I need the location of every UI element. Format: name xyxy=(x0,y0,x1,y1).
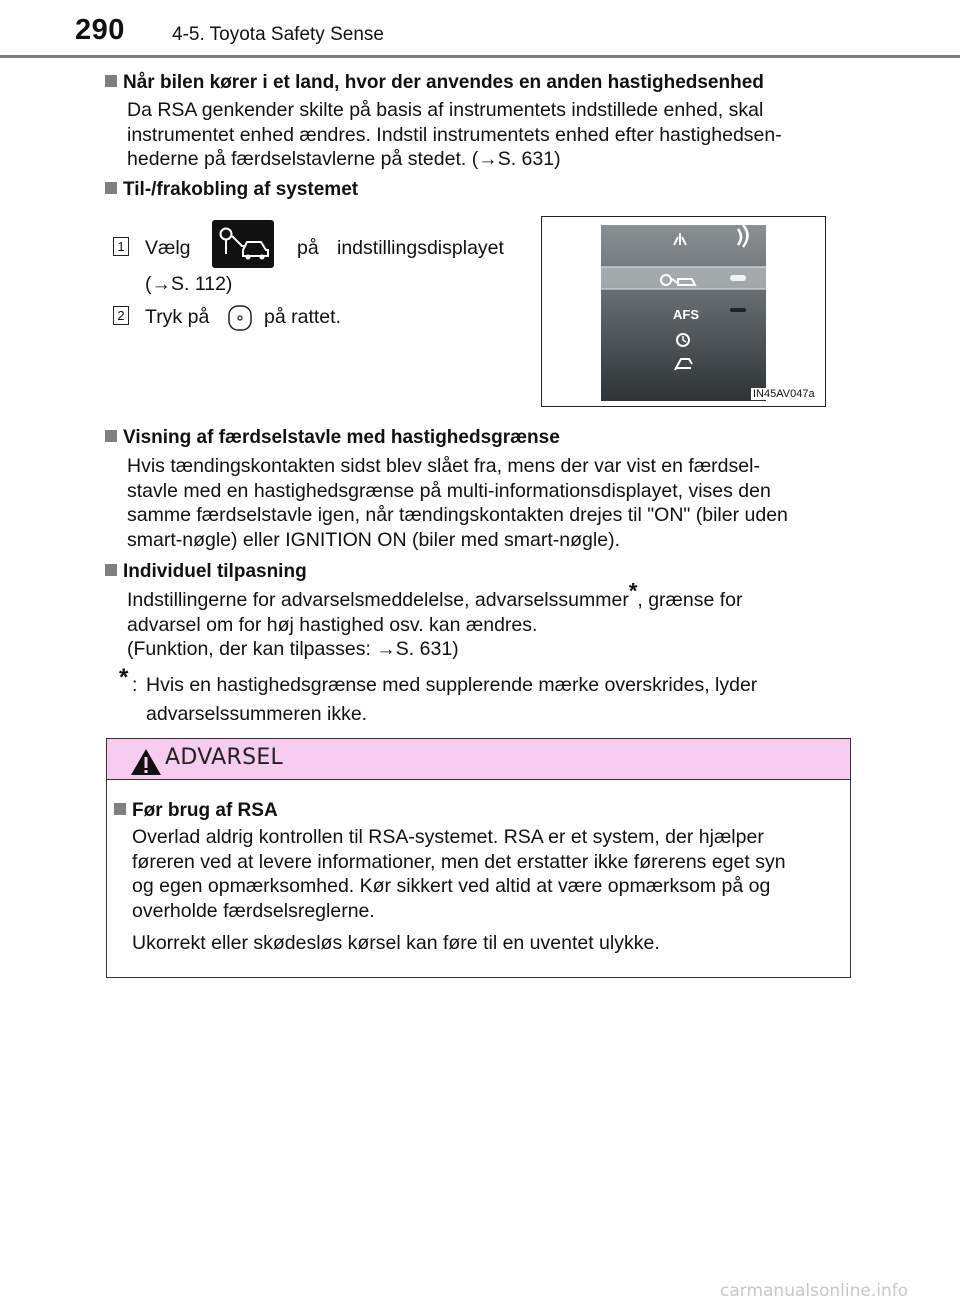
step-number-2: 2 xyxy=(113,306,129,325)
heading-speed-unit xyxy=(105,71,764,95)
text-line: advarselssummeren ikke. xyxy=(146,702,368,725)
text-line: og egen opmærksomhed. Kør sikkert ved altid at være opmærksom på og xyxy=(132,875,771,897)
text-part: Indstillingerne for advarselsmeddelelse, advarselssummer xyxy=(127,589,629,611)
text-line: føreren ved at levere informationer, men det erstatter ikke førerens eget syn xyxy=(132,850,786,873)
text-line: hederne på færdselstavlerne på stedet. (→S. 631) xyxy=(127,148,561,170)
paragraph-speed-unit xyxy=(127,98,843,172)
step-number-1: 1 xyxy=(113,237,129,256)
warning-heading xyxy=(114,799,278,823)
rsa-settings-icon xyxy=(212,220,274,268)
text-line: smart-nøgle) eller IGNITION ON (biler med smart-nøgle). xyxy=(127,528,620,551)
step-2-text-before: Tryk på xyxy=(145,306,210,328)
footnote-colon: : xyxy=(132,674,138,696)
warning-header xyxy=(107,739,850,780)
footnote-star: * xyxy=(119,664,129,691)
bullet-square-icon xyxy=(105,430,117,442)
warning-paragraph xyxy=(132,825,840,923)
steering-switch-icon xyxy=(227,305,255,331)
heading-text: Til-/frakobling af systemet xyxy=(123,179,359,200)
heading-text: Visning af færdselstavle med hastighedsgrænse xyxy=(123,427,560,448)
figure-code: IN45AV047a xyxy=(753,388,815,400)
step-1-word-end: indstillingsdisplayet xyxy=(337,237,504,259)
heading-text: Individuel tilpasning xyxy=(123,561,307,582)
heading-speed-sign-display xyxy=(105,426,560,450)
section-title: 4-5. Toyota Safety Sense xyxy=(172,24,384,45)
svg-text:AFS: AFS xyxy=(673,307,699,322)
step-1-reference: (→S. 112) xyxy=(145,273,233,295)
text-line: Overlad aldrig kontrollen til RSA-systemet. RSA er et system, der hjælper xyxy=(132,826,764,848)
paragraph-customization xyxy=(127,578,843,662)
text-line: Hvis en hastighedsgrænse med supplerende mærke overskrides, lyder xyxy=(146,674,758,696)
bullet-square-icon xyxy=(105,75,117,87)
warning-triangle-icon xyxy=(130,748,162,776)
asterisk: * xyxy=(628,578,638,604)
footnote-text xyxy=(146,673,843,726)
heading-customization xyxy=(105,560,307,584)
header-rule xyxy=(0,55,960,58)
page-number: 290 xyxy=(75,14,125,46)
bullet-square-icon xyxy=(114,803,126,815)
warning-title: ADVARSEL xyxy=(165,745,284,770)
text-line: stavle med en hastighedsgrænse på multi-informationsdisplayet, vises den xyxy=(127,479,771,502)
text-part: , grænse for xyxy=(637,589,743,611)
heading-text: Når bilen kører i et land, hvor der anvendes en anden hastighedsenhed xyxy=(123,72,764,93)
watermark: carmanualsonline.info xyxy=(720,1281,909,1301)
text-line: Da RSA genkender skilte på basis af instrumentets indstillede enhed, skal xyxy=(127,99,764,121)
text-line: advarsel om for høj hastighed osv. kan ændres. xyxy=(127,613,538,636)
text-line: instrumentet enhed ændres. Indstil instrumentets enhed efter hastighedsen- xyxy=(127,123,782,146)
text-segment xyxy=(127,578,743,613)
step-2-text-after: på rattet. xyxy=(264,306,341,328)
text-line xyxy=(127,578,843,613)
heading-text: Før brug af RSA xyxy=(132,800,278,821)
bullet-square-icon xyxy=(105,182,117,194)
warning-box xyxy=(106,738,851,978)
warning-paragraph-2: Ukorrekt eller skødesløs kørsel kan føre til en uventet ulykke. xyxy=(132,932,660,954)
text-line: Hvis tændingskontakten sidst blev slået fra, mens der var vist en færdsel- xyxy=(127,455,760,477)
text-line: samme færdselstavle igen, når tændingskontakten drejes til "ON" (biler uden xyxy=(127,504,788,526)
display-figure xyxy=(541,216,826,407)
paragraph-speed-sign-display xyxy=(127,454,843,552)
text-line: (Funktion, der kan tilpasses: →S. 631) xyxy=(127,638,459,660)
step-1-word-after: på xyxy=(297,237,319,259)
heading-on-off xyxy=(105,178,358,202)
footnote xyxy=(119,666,128,690)
bullet-square-icon xyxy=(105,564,117,576)
text-line: overholde færdselsreglerne. xyxy=(132,899,375,922)
step-1-word-before: Vælg xyxy=(145,237,191,259)
